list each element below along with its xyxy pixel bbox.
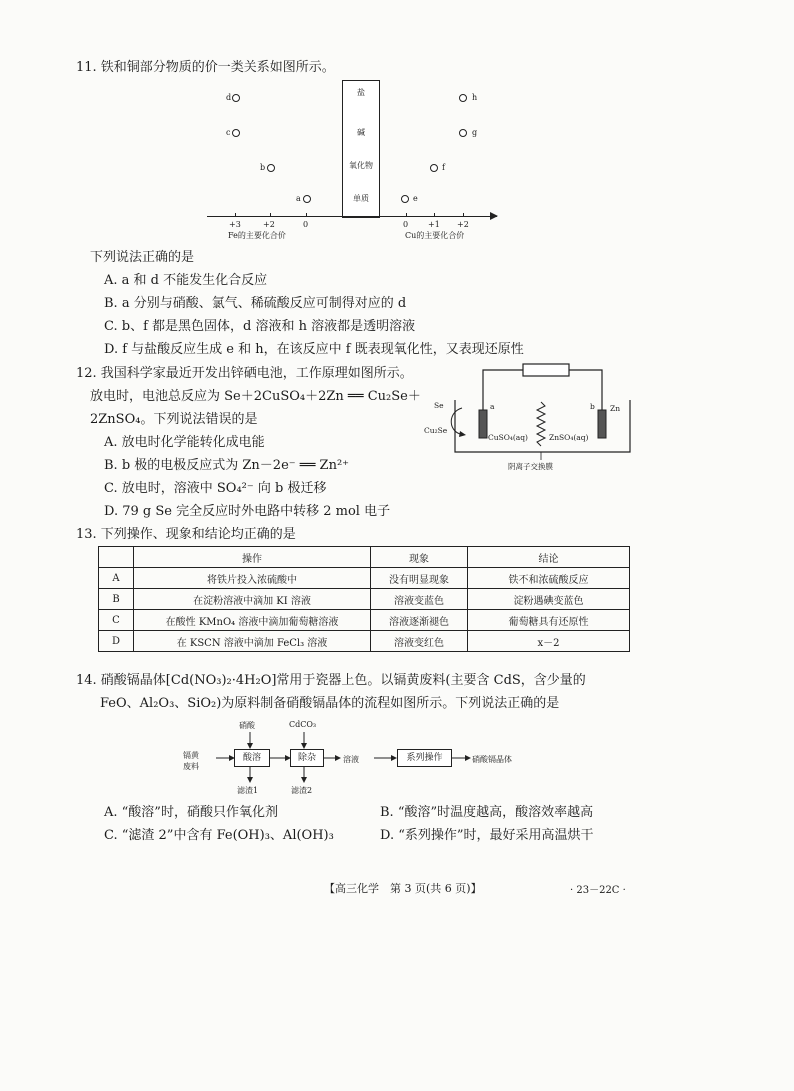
table-cell: 铁不和浓硫酸反应 bbox=[468, 568, 630, 589]
q14-option-d: D. “系列操作”时，最好采用高温烘干 bbox=[380, 828, 594, 843]
step-series-operation: 系列操作 bbox=[397, 749, 452, 767]
input-label-top: 镉黄 bbox=[183, 751, 199, 760]
table-cell: B bbox=[99, 589, 134, 610]
input-label-bottom: 废料 bbox=[183, 762, 199, 771]
q14-stem-1: 14. 硝酸镉晶体[Cd(NO₃)₂·4H₂O]常用于瓷器上色。以镉黄废料(主要含 CdS，含少量的 bbox=[76, 673, 586, 688]
table-row bbox=[99, 610, 630, 631]
q11-stem: 11. 铁和铜部分物质的价一类关系如图所示。 bbox=[76, 60, 335, 75]
table-row bbox=[99, 568, 630, 589]
reagent-cdco3: CdCO₃ bbox=[289, 720, 317, 729]
q12-stem-1: 12. 我国科学家最近开发出锌硒电池，工作原理如图所示。 bbox=[76, 366, 413, 381]
point-label-e: e bbox=[413, 194, 418, 203]
cu-tick: +2 bbox=[457, 220, 469, 229]
table-cell: C bbox=[99, 610, 134, 631]
step-acid-dissolve: 酸溶 bbox=[234, 749, 270, 767]
paper-code: · 23－22C · bbox=[570, 885, 626, 896]
fe-axis-label: Fe的主要化合价 bbox=[228, 231, 286, 240]
step-impurity-removal: 除杂 bbox=[290, 749, 324, 767]
point-e bbox=[401, 195, 409, 203]
table-cell: 溶液逐渐褪色 bbox=[371, 610, 468, 631]
q11-option-b: B. a 分别与硝酸、氯气、稀硫酸反应可制得对应的 d bbox=[104, 296, 407, 311]
q13-stem: 13. 下列操作、现象和结论均正确的是 bbox=[76, 527, 296, 542]
point-g bbox=[459, 129, 467, 137]
q12-stem-2: 放电时，电池总反应为 Se＋2CuSO₄＋2Zn ══ Cu₂Se＋ bbox=[90, 389, 421, 404]
table-cell: A bbox=[99, 568, 134, 589]
table-header bbox=[99, 547, 134, 568]
intermediate-solution: 溶液 bbox=[343, 755, 359, 764]
category-salt: 盐 bbox=[357, 88, 365, 97]
table-cell: 溶液变红色 bbox=[371, 631, 468, 652]
q11-prompt: 下列说法正确的是 bbox=[90, 250, 195, 265]
table-header: 操作 bbox=[134, 547, 371, 568]
q11-option-a: A. a 和 d 不能发生化合反应 bbox=[104, 273, 268, 288]
table-header: 现象 bbox=[371, 547, 468, 568]
point-label-f: f bbox=[442, 163, 445, 172]
table-cell: D bbox=[99, 631, 134, 652]
right-solution-label: ZnSO₄(aq) bbox=[549, 433, 589, 442]
table-cell: 将铁片投入浓硫酸中 bbox=[134, 568, 371, 589]
point-label-h: h bbox=[472, 93, 478, 102]
table-cell: 在酸性 KMnO₄ 溶液中滴加葡萄糖溶液 bbox=[134, 610, 371, 631]
electrode-zn-label: Zn bbox=[610, 404, 621, 413]
battery-diagram-icon bbox=[430, 360, 645, 475]
electrode-b-label: b bbox=[590, 402, 595, 411]
reagent-nitric-acid: 硝酸 bbox=[239, 721, 255, 730]
q12-option-c: C. 放电时，溶液中 SO₄²⁻ 向 b 极迁移 bbox=[104, 481, 327, 496]
electrode-a-label: a bbox=[490, 402, 495, 411]
fe-tick: +2 bbox=[263, 220, 275, 229]
point-d bbox=[232, 94, 240, 102]
category-element: 单质 bbox=[353, 194, 369, 203]
product-label: 硝酸镉晶体 bbox=[472, 755, 512, 764]
q12-option-d: D. 79 g Se 完全反应时外电路中转移 2 mol 电子 bbox=[104, 504, 391, 519]
q14-stem-2: FeO、Al₂O₃、SiO₂)为原料制备硝酸镉晶体的流程如图所示。下列说法正确的是 bbox=[100, 696, 560, 711]
table-header-row bbox=[99, 547, 630, 568]
fe-tick: +3 bbox=[229, 220, 241, 229]
table-header: 结论 bbox=[468, 547, 630, 568]
q14-option-c: C. “滤渣 2”中含有 Fe(OH)₃、Al(OH)₃ bbox=[104, 828, 334, 843]
point-label-d: d bbox=[226, 93, 232, 102]
fe-tick: 0 bbox=[303, 220, 309, 229]
q11-option-c: C. b、f 都是黑色固体，d 溶液和 h 溶液都是透明溶液 bbox=[104, 319, 416, 334]
table-cell: 没有明显现象 bbox=[371, 568, 468, 589]
point-a bbox=[303, 195, 311, 203]
q14-option-b: B. “酸溶”时温度越高，酸溶效率越高 bbox=[380, 805, 594, 820]
q12-stem-3: 2ZnSO₄。下列说法错误的是 bbox=[90, 412, 258, 427]
axis-arrow-icon bbox=[490, 212, 498, 220]
point-c bbox=[232, 129, 240, 137]
category-oxide: 氧化物 bbox=[349, 161, 373, 170]
q14-option-a: A. “酸溶”时，硝酸只作氧化剂 bbox=[104, 805, 278, 820]
table-cell: 在淀粉溶液中滴加 KI 溶液 bbox=[134, 589, 371, 610]
table-cell: 溶液变蓝色 bbox=[371, 589, 468, 610]
table-cell: x－2 bbox=[468, 631, 630, 652]
q11-option-d: D. f 与盐酸反应生成 e 和 h，在该反应中 f 既表现氧化性，又表现还原性 bbox=[104, 342, 524, 357]
point-label-b: b bbox=[260, 163, 266, 172]
table-cell: 葡萄糖具有还原性 bbox=[468, 610, 630, 631]
point-label-c: c bbox=[226, 128, 231, 137]
left-solution-label: CuSO₄(aq) bbox=[488, 433, 528, 442]
label-se: Se bbox=[434, 401, 444, 410]
valence-axis bbox=[207, 216, 497, 217]
cu-axis-label: Cu的主要化合价 bbox=[405, 231, 465, 240]
point-b bbox=[267, 164, 275, 172]
cu-tick: 0 bbox=[403, 220, 409, 229]
table-cell: 在 KSCN 溶液中滴加 FeCl₃ 溶液 bbox=[134, 631, 371, 652]
q13-table bbox=[98, 546, 630, 652]
table-row bbox=[99, 589, 630, 610]
table-cell: 淀粉遇碘变蓝色 bbox=[468, 589, 630, 610]
page-footer: 【高三化学 第 3 页(共 6 页)】 bbox=[324, 882, 482, 895]
point-label-a: a bbox=[296, 194, 301, 203]
category-base: 碱 bbox=[357, 128, 365, 137]
residue-2-label: 滤渣2 bbox=[291, 786, 313, 795]
residue-1-label: 滤渣1 bbox=[237, 786, 259, 795]
q12-option-a: A. 放电时化学能转化成电能 bbox=[104, 435, 265, 450]
cu-tick: +1 bbox=[428, 220, 440, 229]
table-row bbox=[99, 631, 630, 652]
q12-option-b: B. b 极的电极反应式为 Zn－2e⁻ ══ Zn²⁺ bbox=[104, 458, 350, 473]
point-label-g: g bbox=[472, 128, 478, 137]
point-h bbox=[459, 94, 467, 102]
point-f bbox=[430, 164, 438, 172]
label-cu2se: Cu₂Se bbox=[424, 426, 448, 435]
membrane-label: 阴离子交换膜 bbox=[508, 462, 553, 471]
